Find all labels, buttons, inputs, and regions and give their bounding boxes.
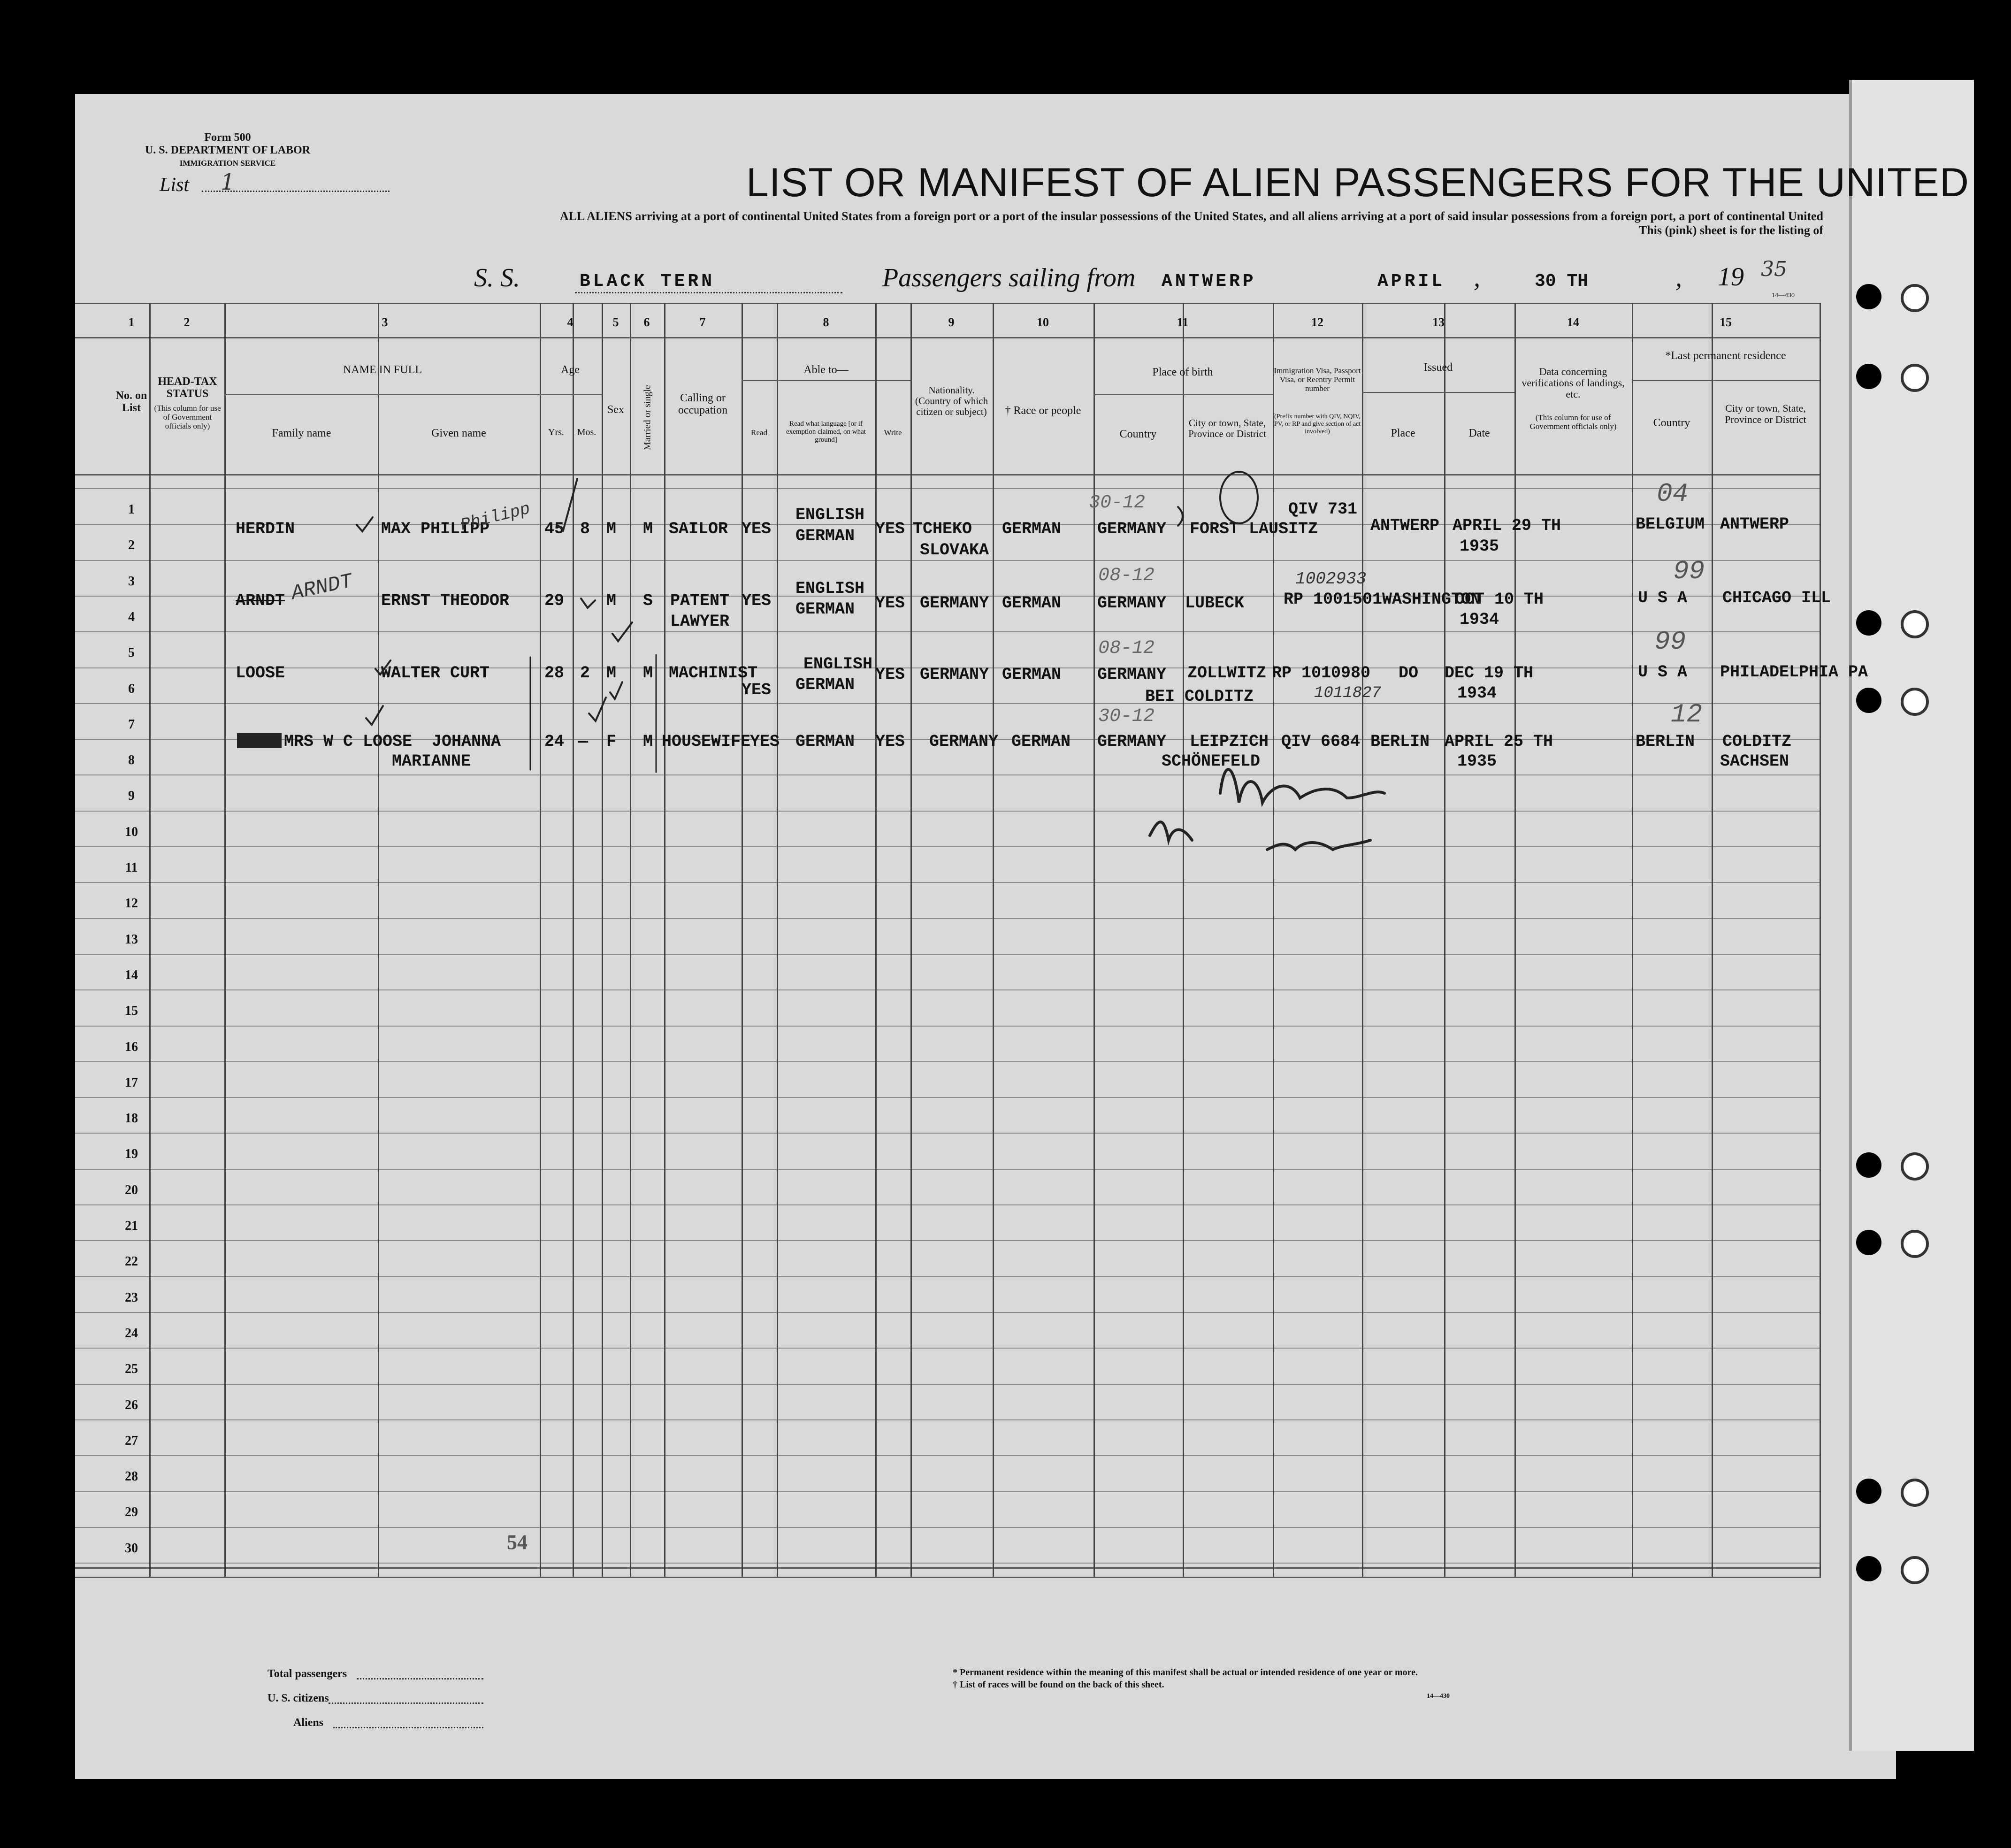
hole (1856, 1556, 1881, 1581)
birth-country: GERMANY (1097, 594, 1167, 613)
marital-status: M (643, 664, 653, 682)
sailing-day: 30 TH (1535, 271, 1589, 291)
header-head-tax: HEAD-TAX STATUS (158, 376, 217, 400)
date-comma: , (1474, 263, 1480, 292)
column-number: 5 (612, 315, 619, 329)
given-name: MAX PHILIPP (381, 520, 490, 538)
hole (1901, 364, 1929, 392)
occupation: PATENT (670, 591, 730, 610)
header-read-language: Read what language [or if exemption claimed, on what ground] (786, 420, 866, 444)
can-read: YES (750, 732, 780, 751)
nationality-1: GERMANY (929, 732, 999, 751)
header-family-name: Family name (272, 427, 331, 439)
residence-city-line-2: SACHSEN (1720, 752, 1789, 771)
issued-year: 1935 (1460, 537, 1499, 556)
family-name: ARNDT (236, 591, 285, 610)
can-write: YES (875, 520, 905, 538)
row-number: 11 (125, 860, 138, 875)
port-name: ANTWERP (1162, 271, 1256, 291)
issued-year: 1935 (1457, 752, 1497, 771)
header-issued-date: Date (1468, 427, 1490, 439)
can-read: YES (742, 591, 772, 610)
visa-handwritten: 1011827 (1314, 684, 1381, 702)
header-last-residence: *Last permanent residence (1665, 350, 1786, 362)
column-number: 11 (1177, 315, 1189, 329)
row-number: 28 (125, 1469, 138, 1484)
header-race: † Race or people (1005, 405, 1081, 417)
marital-status: S (643, 591, 653, 610)
row-number: 13 (125, 932, 138, 947)
header-no-on-list: No. on List (115, 390, 147, 414)
residence-code-handwritten: 99 (1673, 556, 1705, 586)
race: GERMAN (1002, 594, 1062, 613)
total-passengers-line (357, 1678, 483, 1679)
check-mark (558, 479, 577, 530)
race: GERMAN (1011, 732, 1071, 751)
birth-city: LEIPZICH (1190, 732, 1269, 751)
birth-code-handwritten: 08-12 (1098, 565, 1155, 586)
header-head-tax-note: (This column for use of Government officials only) (154, 404, 221, 430)
issued-place: WASHINGTON (1382, 590, 1481, 609)
birth-city: ZOLLWITZ (1187, 664, 1267, 682)
column-number: 7 (699, 315, 706, 329)
residence-city: PHILADELPHIA PA (1720, 663, 1868, 682)
can-write: YES (875, 732, 905, 751)
column-number: 12 (1311, 315, 1323, 329)
row-number: 22 (125, 1254, 138, 1269)
birth-country: GERMANY (1097, 732, 1167, 751)
aliens-label: Aliens (293, 1717, 324, 1729)
sailing-month: APRIL (1377, 271, 1445, 291)
age-years: 28 (544, 664, 565, 682)
row-number: 6 (128, 681, 135, 696)
hole (1856, 284, 1881, 309)
given-name: ERNST THEODOR (381, 591, 510, 610)
subtitle-line-1: ALL ALIENS arriving at a port of continental United States from a foreign port or a port of the insular possessions of the United States, and all aliens arriving at a port of said insular possessions from a foreign port, a port of continental United (559, 209, 1823, 223)
language-2: GERMAN (795, 527, 855, 545)
header-yrs: Yrs. (548, 427, 564, 437)
can-read: YES (742, 681, 772, 699)
hole (1856, 364, 1881, 389)
row-number: 25 (125, 1362, 138, 1377)
header-birth-country: Country (1119, 428, 1157, 440)
hole (1901, 1152, 1929, 1181)
language-1: ENGLISH (795, 579, 865, 598)
aliens-line (333, 1727, 483, 1728)
sex: M (606, 520, 617, 538)
list-label: List (160, 174, 190, 196)
column-number: 14 (1567, 315, 1579, 329)
race-list-note: † List of races will be found on the back of this sheet. (953, 1679, 1164, 1690)
visa-number: QIV 6684 (1281, 732, 1361, 751)
visa-handwritten: 1002933 (1295, 569, 1367, 589)
hole (1901, 284, 1929, 312)
occupation-line-2: LAWYER (670, 612, 730, 631)
family-name: HERDIN (236, 520, 295, 538)
row-number: 12 (125, 896, 138, 911)
sex: M (606, 664, 617, 682)
header-age: Age (561, 364, 580, 376)
column-number: 9 (948, 315, 955, 329)
row-number: 23 (125, 1290, 138, 1305)
residence-code-handwritten: 12 (1671, 699, 1703, 729)
nationality-1: GERMANY (920, 594, 989, 613)
hole (1901, 1556, 1929, 1584)
birth-city: LUBECK (1185, 594, 1245, 613)
sex: F (606, 732, 617, 751)
header-married: Married or single (642, 385, 653, 450)
age-years: 24 (544, 732, 565, 751)
age-months: — (578, 732, 589, 751)
given-name: WALTER CURT (381, 664, 490, 682)
age-months: 2 (580, 664, 590, 682)
birth-city-line-2: BEI COLDITZ (1145, 687, 1254, 706)
footer-form-code: 14—430 (1427, 1693, 1450, 1700)
year-comma: , (1675, 263, 1682, 292)
form-code-top: 14—430 (1772, 292, 1795, 299)
year-prefix: 19 (1718, 262, 1744, 291)
list-number: 1 (221, 169, 235, 195)
header-verifications: Data concerning verifications of landings, etc. (1522, 366, 1625, 400)
check-mark (375, 660, 390, 675)
birth-city-line-2: SCHÖNEFELD (1162, 752, 1261, 771)
column-number: 10 (1037, 315, 1049, 329)
issued-year: 1934 (1457, 684, 1497, 703)
check-mark (581, 598, 595, 608)
header-issued-place: Place (1391, 427, 1415, 439)
check-mark (610, 682, 622, 699)
year-suffix: 35 (1761, 257, 1787, 281)
issued-date: DEC 19 TH (1445, 664, 1534, 682)
check-mark (612, 622, 632, 641)
column-number: 6 (643, 315, 650, 329)
family-name: MRS W C LOOSE (284, 732, 413, 751)
check-mark (589, 698, 606, 721)
given-name-handwritten: Philipp (459, 499, 532, 535)
residence-country: U S A (1638, 589, 1688, 607)
hole (1856, 688, 1881, 713)
hole (1856, 1230, 1881, 1255)
header-nationality: Nationality. (Country of which citizen or subject) (915, 384, 988, 417)
birth-country: GERMANY (1097, 520, 1167, 538)
column-number: 15 (1720, 315, 1732, 329)
row-number: 3 (128, 574, 135, 589)
age-years: 45 (544, 520, 565, 538)
page-number: 54 (507, 1531, 528, 1554)
birth-code-handwritten: 30-12 (1089, 492, 1146, 514)
sailing-label: Passengers sailing from (882, 263, 1136, 292)
header-visa-note: (Prefix number with QIV, NQIV, PV, or RP and give section of act involved) (1274, 413, 1361, 435)
total-passengers-label: Total passengers (268, 1668, 347, 1680)
us-citizens-line (329, 1702, 483, 1704)
row-number: 19 (125, 1147, 138, 1162)
age-years: 29 (544, 591, 565, 610)
row-number: 24 (125, 1326, 138, 1341)
form-number: Form 500 (204, 131, 251, 144)
column-number: 13 (1432, 315, 1445, 329)
family-name: LOOSE (236, 664, 285, 682)
column-number: 4 (567, 315, 573, 329)
issued-place: BERLIN (1370, 732, 1430, 751)
hole (1856, 1152, 1881, 1178)
sex: M (606, 591, 617, 610)
column-number: 1 (128, 315, 135, 329)
birth-city: FORST LAUSITZ (1190, 520, 1318, 538)
ss-label: S. S. (474, 263, 520, 292)
row-number: 4 (128, 609, 135, 624)
row-number: 18 (125, 1111, 138, 1126)
row-number: 29 (125, 1505, 138, 1520)
occupation: HOUSEWIFE (662, 732, 751, 751)
header-name-in-full: NAME IN FULL (343, 364, 422, 376)
hole (1856, 610, 1881, 636)
issued-year: 1934 (1460, 610, 1499, 629)
residence-country: BERLIN (1636, 732, 1695, 751)
visa-number: RP 1001501 (1284, 590, 1383, 609)
birth-country: GERMANY (1097, 665, 1167, 684)
race: GERMAN (1002, 665, 1062, 684)
issued-place: DO (1399, 664, 1419, 682)
residence-city: ANTWERP (1720, 515, 1789, 534)
marital-status: M (643, 520, 653, 538)
ship-name: BLACK TERN (580, 271, 715, 291)
residence-country: U S A (1638, 663, 1688, 682)
row-number: 7 (128, 717, 135, 732)
column-number: 8 (823, 315, 829, 329)
occupation: MACHINIST (669, 664, 758, 682)
hole (1856, 1479, 1881, 1504)
marital-status: M (643, 732, 653, 751)
given-name: JOHANNA (432, 732, 501, 751)
row-number: 1 (128, 502, 135, 517)
visa-number: RP 1010980 (1272, 664, 1371, 682)
issued-date: APRIL 25 TH (1445, 732, 1553, 751)
nationality-2: SLOVAKA (920, 541, 989, 560)
birth-code-handwritten: 30-12 (1098, 706, 1155, 727)
page-title: LIST OR MANIFEST OF ALIEN PASSENGERS FOR THE UNITED (746, 160, 1970, 205)
occupation: SAILOR (669, 520, 728, 538)
hole (1901, 610, 1929, 638)
nationality-1: GERMANY (920, 665, 989, 684)
row-number: 21 (125, 1219, 138, 1233)
language-1: ENGLISH (803, 655, 873, 674)
row-number: 26 (125, 1397, 138, 1412)
header-calling: Calling or occupation (678, 392, 728, 416)
residence-city: CHICAGO ILL (1722, 589, 1831, 607)
row-number: 17 (125, 1075, 138, 1090)
row-number: 9 (128, 789, 135, 804)
row-number: 10 (125, 824, 138, 839)
given-name-line-2: MARIANNE (392, 752, 471, 771)
issued-place: ANTWERP (1370, 516, 1440, 535)
residence-country: BELGIUM (1636, 515, 1705, 534)
header-res-country: Country (1653, 417, 1690, 429)
department: U. S. DEPARTMENT OF LABOR (145, 144, 311, 156)
row-number: 2 (128, 538, 135, 553)
language-2: GERMAN (795, 600, 855, 619)
hole (1901, 1479, 1929, 1507)
header-write: Write (884, 428, 902, 437)
nationality-1: TCHEKO (913, 520, 972, 538)
column-number: 2 (184, 315, 190, 329)
row-number: 16 (125, 1039, 138, 1054)
header-mos: Mos. (577, 427, 596, 437)
service: IMMIGRATION SERVICE (179, 159, 276, 168)
us-citizens-label: U. S. citizens (268, 1692, 329, 1704)
can-read: YES (742, 520, 772, 538)
can-write: YES (875, 594, 905, 613)
bracket-mark (1178, 507, 1183, 526)
circle-mark (1220, 472, 1258, 523)
permanent-residence-note: * Permanent residence within the meaning of this manifest shall be actual or intended residence of one year or more. (953, 1667, 1418, 1678)
language-1: ENGLISH (795, 506, 865, 524)
row-number: 14 (125, 967, 138, 982)
can-write: YES (875, 665, 905, 684)
hole (1901, 1230, 1929, 1258)
header-res-city: City or town, State, Province or District (1725, 402, 1806, 425)
race: GERMAN (1002, 520, 1062, 538)
row-number: 27 (125, 1433, 138, 1448)
issued-date: OCT 10 TH (1455, 590, 1544, 609)
family-name-handwritten: ARNDT (289, 569, 355, 606)
header-birth-city: City or town, State, Province or District (1188, 417, 1266, 439)
column-number: 3 (382, 315, 388, 329)
header-able-to: Able to— (803, 364, 849, 376)
row-number: 30 (125, 1541, 138, 1556)
header-issued: Issued (1423, 361, 1453, 374)
language-1: GERMAN (795, 732, 855, 751)
hole (1901, 688, 1929, 716)
residence-code-handwritten: 99 (1654, 627, 1686, 657)
inspector-signature (1150, 769, 1384, 850)
header-place-of-birth: Place of birth (1152, 366, 1213, 378)
check-mark (366, 706, 383, 725)
row-number: 15 (125, 1004, 138, 1019)
visa-number: QIV 731 (1288, 500, 1358, 519)
language-2: GERMAN (795, 675, 855, 694)
header-read: Read (751, 428, 767, 437)
row-number: 8 (128, 753, 135, 768)
issued-date: APRIL 29 TH (1453, 516, 1561, 535)
residence-city: COLDITZ (1722, 732, 1792, 751)
header-given-name: Given name (431, 427, 486, 439)
row-number: 5 (128, 645, 135, 660)
header-visa: Immigration Visa, Passport Visa, or Reentry Permit number (1274, 366, 1361, 393)
birth-code-handwritten: 08-12 (1098, 638, 1155, 659)
subtitle-line-2: This (pink) sheet is for the listing of (1638, 223, 1823, 237)
row-number: 20 (125, 1182, 138, 1197)
header-sex: Sex (607, 404, 624, 416)
check-mark (357, 517, 373, 531)
header-verifications-note: (This column for use of Government officials only) (1529, 413, 1617, 431)
residence-code-handwritten: 04 (1657, 479, 1689, 509)
age-months: 8 (580, 520, 590, 538)
